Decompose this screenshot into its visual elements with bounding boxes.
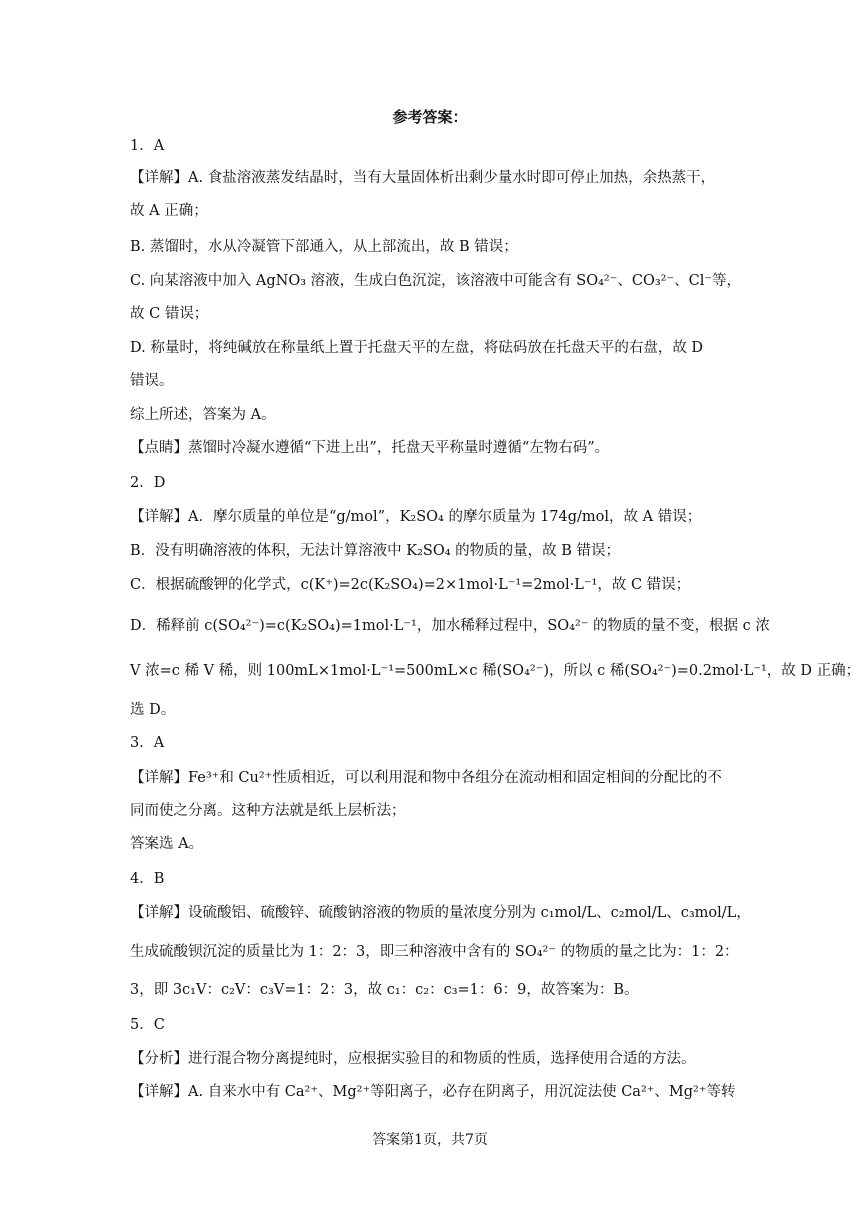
explanation-line: V 浓=c 稀 V 稀，则 100mL×1mol·L⁻¹=500mL×c 稀(SO₄²⁻)，所以 c 稀(SO₄²⁻)=0.2mol·L⁻¹，故 D 正确； (130, 663, 860, 679)
answer-number: 4．B (130, 871, 165, 887)
explanation-line: 同而使之分离。这种方法就是纸上层析法； (130, 803, 406, 819)
explanation-line: 生成硫酸钡沉淀的质量比为 1：2：3，即三种溶液中含有的 SO₄²⁻ 的物质的量之比为：1：2： (130, 944, 739, 960)
page-title: 参考答案： (392, 108, 468, 126)
answer-number: 1．A (130, 138, 165, 154)
explanation-line: 故 C 错误； (130, 306, 209, 322)
answer-number: 2．D (130, 475, 166, 491)
explanation-line: D．稀释前 c(SO₄²⁻)=c(K₂SO₄)=1mol·L⁻¹，加水稀释过程中，SO₄²⁻ 的物质的量不变，根据 c 浓 (130, 618, 770, 634)
explanation-line: C．根据硫酸钾的化学式，c(K⁺)=2c(K₂SO₄)=2×1mol·L⁻¹=2mol·L⁻¹，故 C 错误； (130, 577, 691, 593)
explanation-line: 【详解】A. 食盐溶液蒸发结晶时，当有大量固体析出剩少量水时即可停止加热，余热蒸干， (130, 170, 716, 186)
explanation-line: B．没有明确溶液的体积，无法计算溶液中 K₂SO₄ 的物质的量，故 B 错误； (130, 543, 621, 559)
tip-line: 【点睛】蒸馏时冷凝水遵循“下进上出”，托盘天平称量时遵循“左物右码”。 (130, 440, 610, 456)
explanation-line: 【详解】A．摩尔质量的单位是“g/mol”，K₂SO₄ 的摩尔质量为 174g/mol，故 A 错误； (130, 509, 702, 525)
explanation-line: 选 D。 (130, 702, 176, 718)
explanation-line: C. 向某溶液中加入 AgNO₃ 溶液，生成白色沉淀，该溶液中可能含有 SO₄²⁻、CO₃²⁻、Cl⁻等， (130, 273, 742, 289)
answer-number: 3．A (130, 735, 165, 751)
summary-line: 综上所述，答案为 A。 (130, 407, 276, 423)
explanation-line: 错误。 (130, 373, 174, 389)
explanation-line: 故 A 正确； (130, 203, 208, 219)
explanation-line: 【详解】A. 自来水中有 Ca²⁺、Mg²⁺等阳离子，必存在阴离子，用沉淀法使 Ca²⁺、Mg²⁺等转 (130, 1084, 736, 1100)
explanation-line: 【详解】Fe³⁺和 Cu²⁺性质相近，可以利用混和物中各组分在流动相和固定相间的分配比的不 (130, 770, 722, 786)
explanation-line: 3，即 3c₁V：c₂V：c₃V=1：2：3，故 c₁：c₂：c₃=1：6：9，故答案为：B。 (130, 982, 639, 998)
explanation-line: 【详解】设硫酸铝、硫酸锌、硫酸钠溶液的物质的量浓度分别为 c₁mol/L、c₂mol/L、c₃mol/L， (130, 905, 751, 921)
explanation-line: B. 蒸馏时，水从冷凝管下部通入，从上部流出，故 B 错误； (130, 239, 518, 255)
explanation-line: 答案选 A。 (130, 836, 204, 852)
analysis-line: 【分析】进行混合物分离提纯时，应根据实验目的和物质的性质，选择使用合适的方法。 (130, 1051, 696, 1067)
page-footer: 答案第1页，共7页 (372, 1132, 488, 1148)
explanation-line: D. 称量时，将纯碱放在称量纸上置于托盘天平的左盘，将砝码放在托盘天平的右盘，故 D (130, 340, 704, 356)
answer-number: 5．C (130, 1017, 165, 1033)
